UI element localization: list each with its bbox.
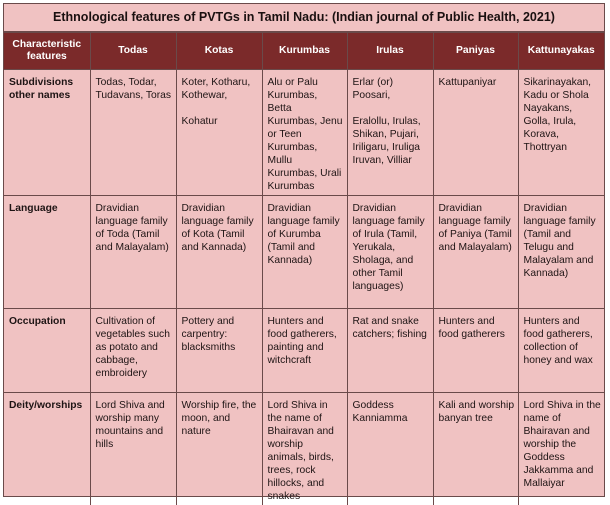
row-label: Occupation	[4, 309, 90, 393]
table-row	[4, 309, 604, 393]
header-characteristic: Characteristic features	[4, 33, 90, 70]
table-cell: Todas, Todar, Tudavans, Toras	[90, 70, 176, 196]
header-todas: Todas	[90, 33, 176, 70]
table-cell: Hunters and food gatherers, painting and witchcraft	[262, 309, 347, 393]
table-cell: Dravidian language family (Tamil and Telugu and Malayalam and Kannada)	[518, 196, 604, 309]
table-cell: Kattupaniyar	[433, 70, 518, 196]
table-cell: Lord Shiva in the name of Bhairavan and worship animals, birds, trees, rock hillocks, and snakes	[262, 393, 347, 505]
table-cell: Dravidian language family of Toda (Tamil and Malayalam)	[90, 196, 176, 309]
table-cell: Hunters and food gatherers, collection of honey and wax	[518, 309, 604, 393]
features-table-panel	[3, 3, 605, 497]
table-cell: Dravidian language family of Kurumba (Tamil and Kannada)	[262, 196, 347, 309]
header-kurumbas: Kurumbas	[262, 33, 347, 70]
table-row	[4, 393, 604, 505]
table-cell: Erlar (or) Poosari, Eralollu, Irulas, Shikan, Pujari, Iriligaru, Iruliga Iruvan, Villiar	[347, 70, 433, 196]
table-cell: Alu or Palu Kurumbas, Betta Kurumbas, Jenu or Teen Kurumbas, Mullu Kurumbas, Urali Kurumbas	[262, 70, 347, 196]
features-table	[4, 32, 604, 505]
table-row	[4, 196, 604, 309]
header-row	[4, 33, 604, 70]
table-cell: Rat and snake catchers; fishing	[347, 309, 433, 393]
row-label: Subdivisions other names	[4, 70, 90, 196]
table-cell: Pottery and carpentry: blacksmiths	[176, 309, 262, 393]
table-cell: Koter, Kotharu, Kothewar, Kohatur	[176, 70, 262, 196]
row-label: Deity/worships	[4, 393, 90, 505]
table-cell: Lord Shiva and worship many mountains and hills	[90, 393, 176, 505]
table-row	[4, 70, 604, 196]
table-cell: Dravidian language family of Kota (Tamil and Kannada)	[176, 196, 262, 309]
table-cell: Sikarinayakan, Kadu or Shola Nayakans, Golla, Irula, Korava, Thottryan	[518, 70, 604, 196]
row-label: Language	[4, 196, 90, 309]
table-cell: Dravidian language family of Irula (Tamil, Yerukala, Sholaga, and other Tamil languages)	[347, 196, 433, 309]
header-paniyas: Paniyas	[433, 33, 518, 70]
table-title: Ethnological features of PVTGs in Tamil Nadu: (Indian journal of Public Health, 2021)	[4, 4, 604, 32]
table-cell: Worship fire, the moon, and nature	[176, 393, 262, 505]
header-kotas: Kotas	[176, 33, 262, 70]
table-cell: Goddess Kanniamma	[347, 393, 433, 505]
header-kattunayakas: Kattunayakas	[518, 33, 604, 70]
table-cell: Lord Shiva in the name of Bhairavan and worship the Goddess Jakkamma and Mallaiyar	[518, 393, 604, 505]
header-irulas: Irulas	[347, 33, 433, 70]
table-cell: Kali and worship banyan tree	[433, 393, 518, 505]
table-cell: Dravidian language family of Paniya (Tamil and Malayalam)	[433, 196, 518, 309]
table-cell: Hunters and food gatherers	[433, 309, 518, 393]
table-cell: Cultivation of vegetables such as potato and cabbage, embroidery	[90, 309, 176, 393]
